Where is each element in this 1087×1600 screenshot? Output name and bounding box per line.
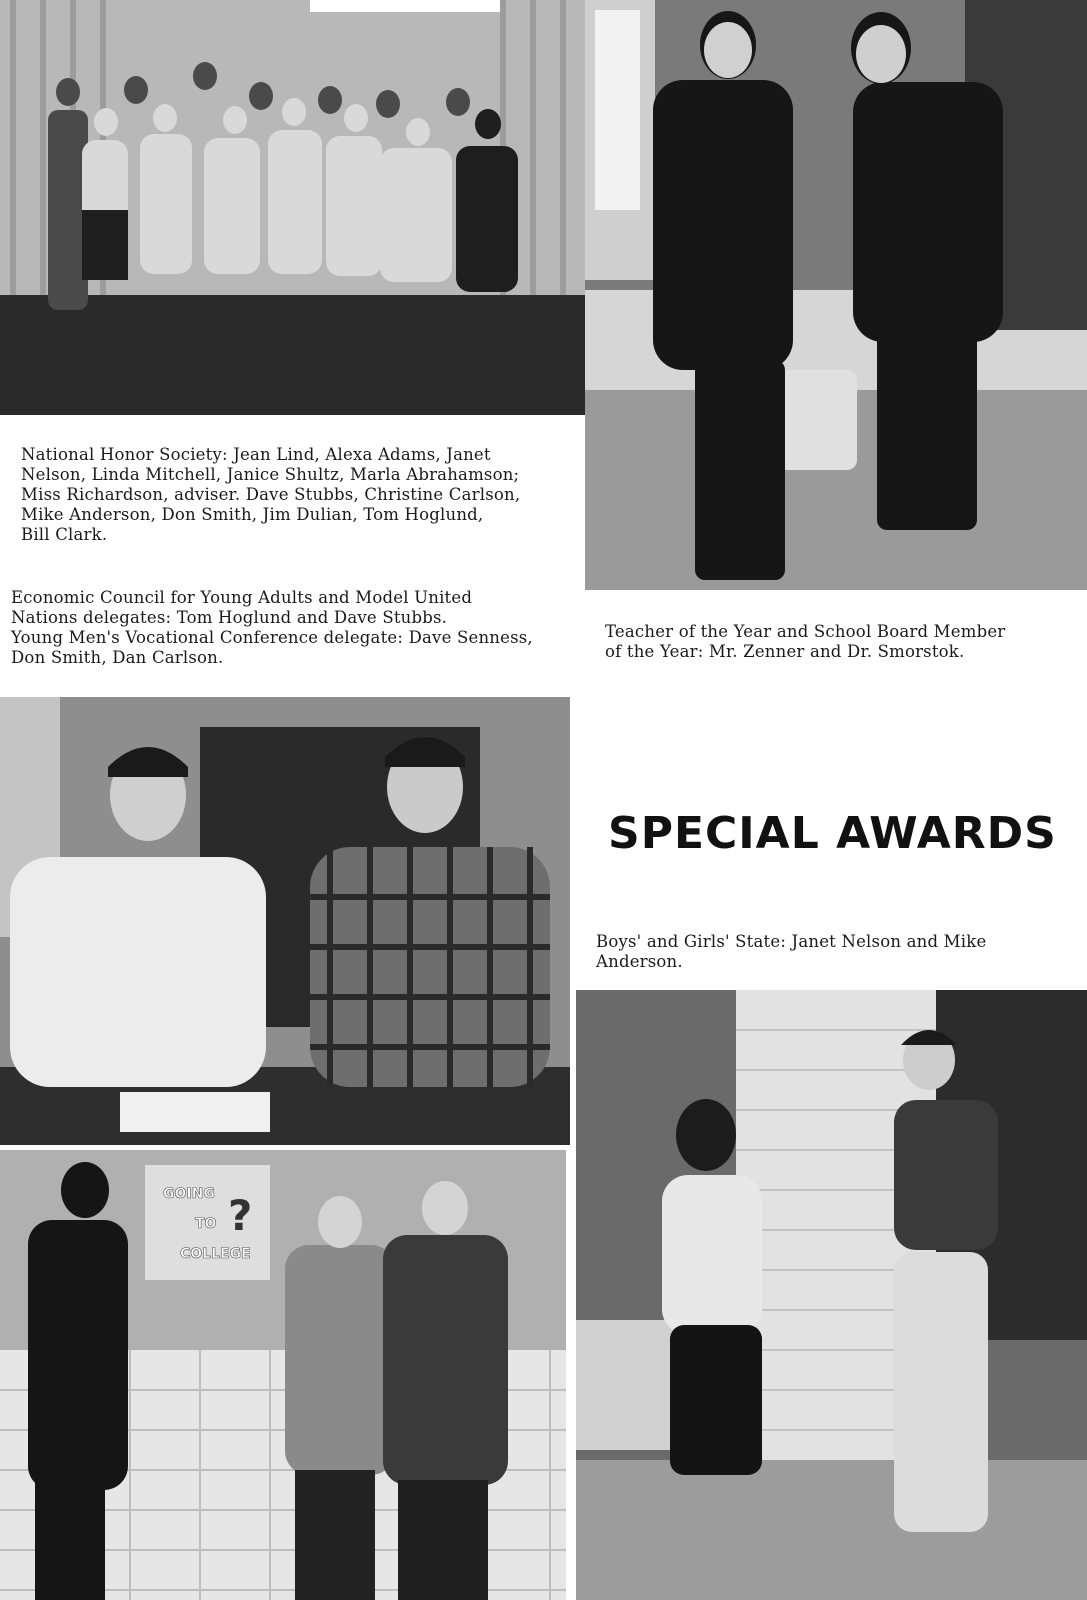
photo-going-to-college [0,1150,566,1600]
caption-line: of the Year: Mr. Zenner and Dr. Smorstok. [605,642,965,661]
caption-line: Miss Richardson, adviser. Dave Stubbs, Christine Carlson, [21,485,521,504]
poster-text-line: COLLEGE [180,1246,251,1262]
photo-students-signing [0,697,570,1145]
caption-teacher-of-year [605,622,1005,662]
caption-line: Economic Council for Young Adults and Model United [11,588,473,607]
caption-line: Young Men's Vocational Conference delegate: Dave Senness, [11,628,533,647]
caption-line: Boys' and Girls' State: Janet Nelson and Mike [596,932,987,951]
photo-honor-society-group [0,0,586,415]
caption-economic-council [11,588,533,668]
caption-line: Mike Anderson, Don Smith, Jim Dulian, Tom Hoglund, [21,505,484,524]
poster-text-line: TO [195,1216,217,1232]
caption-honor-society [21,445,520,545]
caption-line: Don Smith, Dan Carlson. [11,648,224,667]
caption-line: Anderson. [596,952,683,971]
page-title: SPECIAL AWARDS [608,808,1057,859]
svg-text:?: ? [228,1191,253,1240]
caption-line: Nelson, Linda Mitchell, Janice Shultz, Marla Abrahamson; [21,465,520,484]
photo-boys-girls-state [576,990,1087,1600]
caption-boys-girls-state [596,932,986,972]
poster-text-line: GOING [163,1186,215,1202]
caption-line: Nations delegates: Tom Hoglund and Dave Stubbs. [11,608,448,627]
caption-line: Teacher of the Year and School Board Member [605,622,1006,641]
caption-line: National Honor Society: Jean Lind, Alexa Adams, Janet [21,445,491,464]
caption-line: Bill Clark. [21,525,108,544]
photo-teacher-of-year [585,0,1087,590]
